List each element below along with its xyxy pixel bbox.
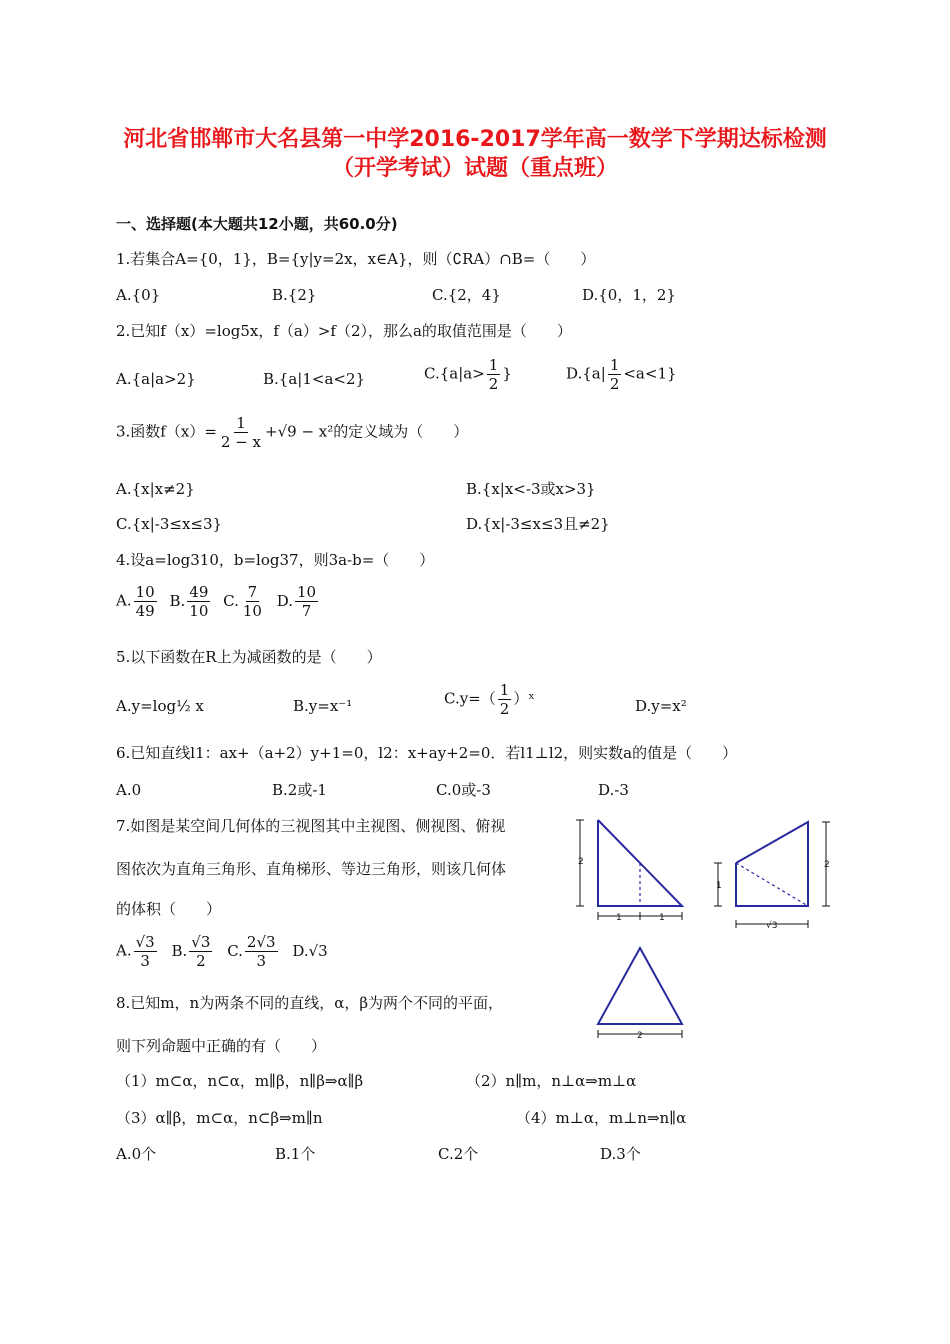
side-height-label-short: 1 [716,881,722,891]
q1-stem: 1.若集合A={0，1}，B={y|y=2x，x∈A}，则（∁RA）∩B=（ ） [116,250,596,268]
side-view [736,822,808,906]
q4-option-c-label: C. [223,591,239,610]
q4-d-num: 10 [297,583,317,601]
q8-stem-line-1: 8.已知m，n为两条不同的直线，α，β为两个不同的平面， [116,994,503,1012]
q1-option-c: C.{2，4} [432,286,501,304]
q2-option-d-fraction [608,356,622,393]
q2-option-c-post: } [502,364,512,383]
q2-stem: 2.已知f（x）=log5x，f（a）>f（2），那么a的取值范围是（ ） [116,322,572,340]
top-view [598,948,682,1024]
q7-stem-line-2: 图依次为直角三角形、直角梯形、等边三角形，则该几何体 [116,860,507,878]
q2-option-d-post: <a<1} [623,364,677,383]
q4-c-num: 7 [247,583,258,601]
three-view-figure [570,812,840,1050]
q2-c-den: 2 [488,375,499,393]
q3-stem [116,414,468,451]
three-view-svg [570,812,840,1050]
q5-option-d: D.y=x² [635,697,687,715]
q5-option-c [444,681,535,718]
title-line-2: （开学考试）试题（重点班） [331,156,618,181]
q7-option-a-label: A. [116,941,132,960]
q8-option-b: B.1个 [275,1145,316,1163]
q6-option-b: B.2或-1 [272,781,327,799]
q3-option-c: C.{x|-3≤x≤3} [116,515,223,533]
q1-option-a: A.{0} [116,286,161,304]
q8-option-c: C.2个 [438,1145,479,1163]
front-view [598,820,682,906]
q8-proposition-4: （4）m⊥α，m⊥n⇒n∥α [516,1109,687,1127]
q4-c-den: 10 [242,602,262,620]
q7-c-den: 3 [256,952,266,970]
q4-option-d-fraction [295,583,318,620]
q5-option-a: A.y=log½ x [116,697,204,715]
section-heading: 一、选择题(本大题共12小题，共60.0分) [116,215,398,233]
side-view-dimensions [714,822,830,928]
q7-option-b-fraction [189,933,212,970]
q7-b-num: √3 [191,933,211,951]
front-width-label-1: 1 [616,913,622,923]
q6-option-a: A.0 [116,781,142,799]
q5-option-c-post: ）ˣ [513,689,535,708]
q4-option-b-label: B. [169,591,186,610]
q5-option-c-pre: C.y=（ [444,689,496,708]
q7-option-c-label: C. [227,941,243,960]
q7-option-b-label: B. [171,941,188,960]
q4-stem: 4.设a=log310，b=log37，则3a-b=（ ） [116,551,435,569]
q4-options [116,583,320,620]
q3-sqrt: √9 − x² [277,422,334,441]
q4-b-num: 49 [189,583,209,601]
q5-stem: 5.以下函数在R上为减函数的是（ ） [116,648,382,666]
q4-option-a-label: A. [116,591,132,610]
q2-option-d-label: D. [566,364,583,383]
q2-option-c-pre: {a|a> [439,364,485,383]
q7-option-c-fraction [245,933,278,970]
q4-a-den: 49 [135,602,155,620]
side-height-label-tall: 2 [824,860,830,870]
q4-a-num: 10 [135,583,155,601]
q7-stem-line-3: 的体积（ ） [116,900,222,918]
q1-option-b: B.{2} [272,286,317,304]
q4-option-b-fraction [187,583,210,620]
q1-option-d: D.{0，1，2} [582,286,676,304]
q2-d-num: 1 [609,356,620,374]
q7-stem-line-1: 7.如图是某空间几何体的三视图其中主视图、侧视图、俯视 [116,817,506,835]
q4-option-c-fraction [241,583,264,620]
side-width-label: √3 [766,921,778,931]
q7-a-num: √3 [135,933,155,951]
q8-option-d: D.3个 [600,1145,641,1163]
q6-option-c: C.0或-3 [436,781,491,799]
q2-option-c-fraction [487,356,501,393]
q3-option-a: A.{x|x≠2} [116,480,195,498]
q2-d-den: 2 [609,375,620,393]
q3-frac-num: 1 [236,414,246,432]
q3-stem-post: 的定义域为（ ） [333,422,469,441]
q3-frac-den: 2 − x [220,433,262,451]
q8-option-a: A.0个 [116,1145,157,1163]
q5-c-den: 2 [499,700,510,718]
q4-option-a-fraction [134,583,157,620]
q4-option-d-label: D. [276,591,294,610]
q2-option-c [424,356,512,393]
q7-b-den: 2 [196,952,206,970]
q7-option-d: D.√3 [292,941,328,960]
q2-c-num: 1 [488,356,499,374]
q8-proposition-1: （1）m⊂α，n⊂α，m∥β，n∥β⇒α∥β [116,1072,364,1090]
q3-option-b: B.{x|x<-3或x>3} [466,480,596,498]
q3-stem-pre: 3.函数f（x）= [116,422,217,441]
q2-option-d [566,356,677,393]
q5-c-num: 1 [499,681,510,699]
q3-fraction [219,414,263,451]
q7-options [116,933,328,970]
q2-option-d-pre: {a| [582,364,606,383]
q6-stem: 6.已知直线l1：ax+（a+2）y+1=0，l2：x+ay+2=0．若l1⊥l2，则实数a的值是（ ） [116,744,738,762]
q3-plus: + [265,422,278,441]
q4-d-den: 7 [301,602,312,620]
q2-option-b: B.{a|1<a<2} [263,370,366,388]
q6-option-d: D.-3 [598,781,629,799]
q8-proposition-3: （3）α∥β，m⊂α，n⊂β⇒m∥n [116,1109,323,1127]
q4-b-den: 10 [189,602,209,620]
q7-option-a-fraction [134,933,157,970]
q5-option-b: B.y=x⁻¹ [293,697,353,715]
q8-proposition-2: （2）n∥m，n⊥α⇒m⊥α [466,1072,637,1090]
q5-option-c-fraction [498,681,512,718]
title-line-1: 河北省邯郸市大名县第一中学2016-2017学年高一数学下学期达标检测 [123,127,827,152]
q2-option-a: A.{a|a>2} [116,370,196,388]
front-width-label-2: 1 [659,913,665,923]
q7-a-den: 3 [140,952,150,970]
q3-option-d: D.{x|-3≤x≤3且≠2} [466,515,610,533]
front-height-label: 2 [578,857,584,867]
q2-option-c-label: C. [424,364,440,383]
q7-c-num: 2√3 [246,933,276,951]
top-width-label: 2 [637,1031,643,1041]
q8-stem-line-2: 则下列命题中正确的有（ ） [116,1037,327,1055]
